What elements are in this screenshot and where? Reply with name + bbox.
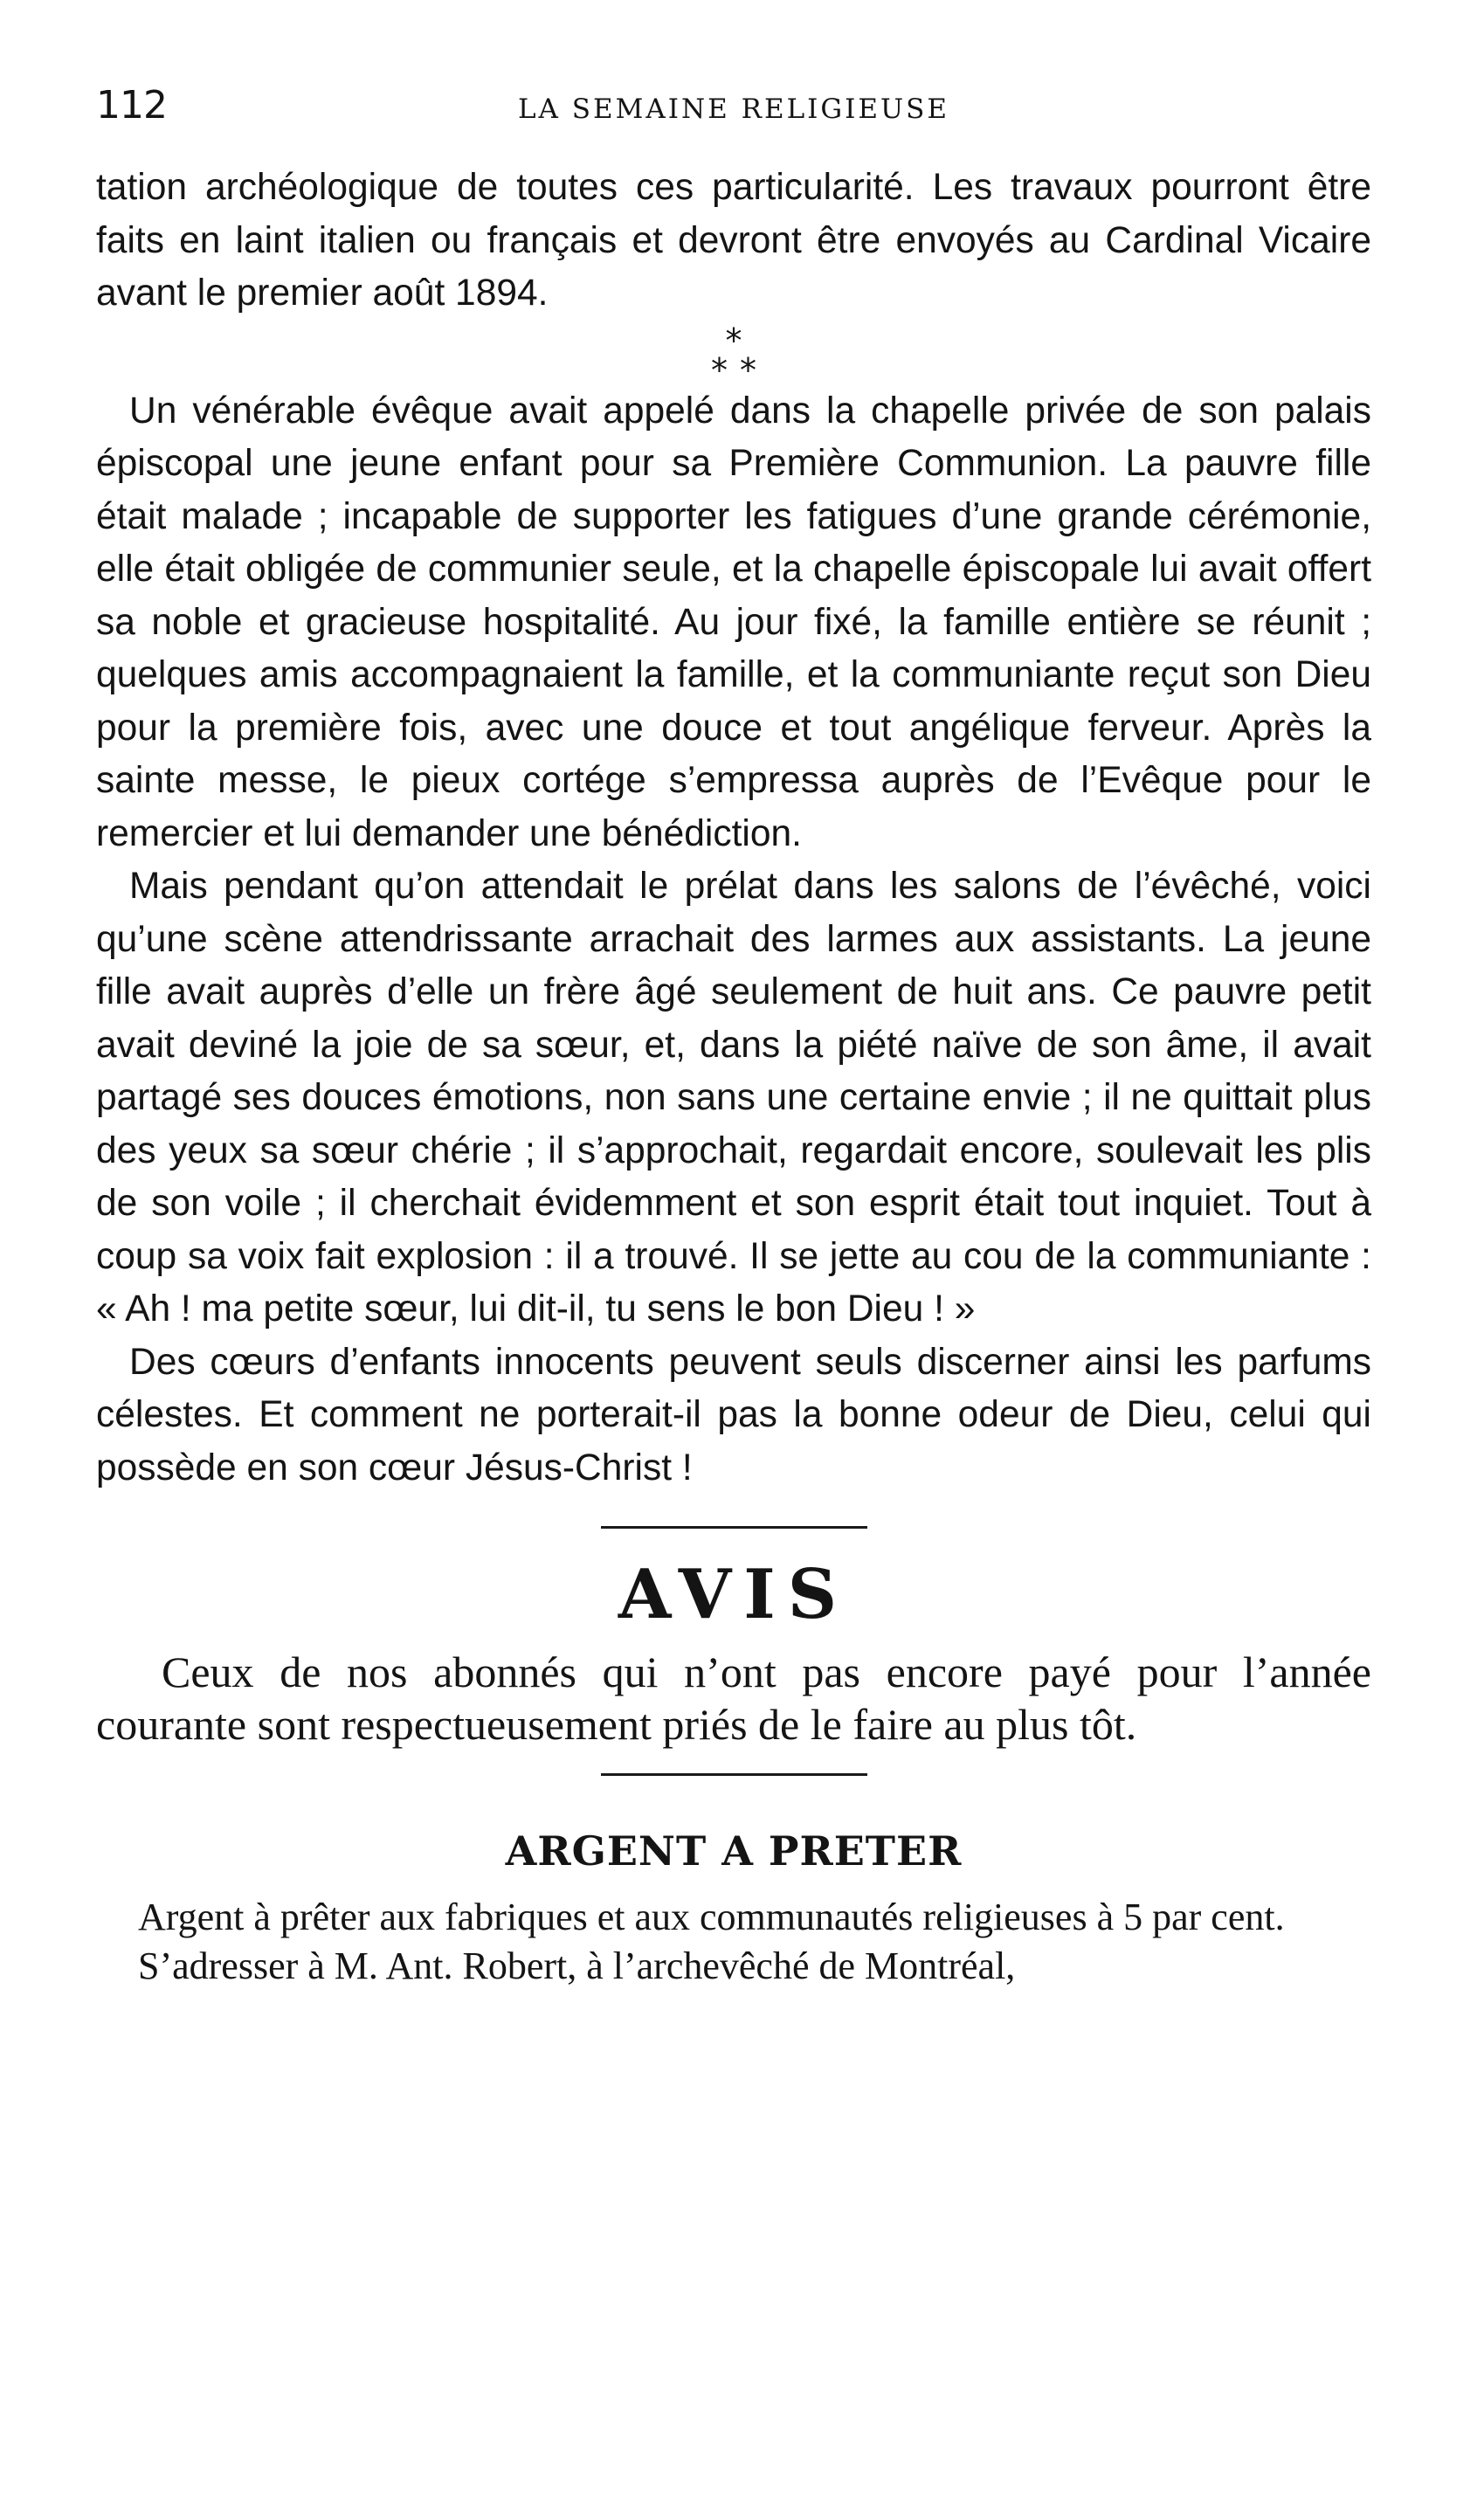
argent-notice: [96, 1893, 1371, 1991]
article-body: [96, 162, 1371, 1495]
running-head: [96, 83, 1371, 162]
page: [96, 83, 1371, 1991]
argent-line: Argent à prêter aux fabriques et aux communautés religieuses à 5 par cent.: [138, 1896, 1285, 1938]
article-paragraph: Un vénérable évêque avait appelé dans la chapelle privée de son palais épiscopal une jeune enfant pour sa Première Communion. La pauvre fille était malade ; incapable de supporter les fatigues d’une grande cérémonie, elle était obligée de communier seule, et la chapelle épiscopale lui avait offert sa noble et gracieuse hospitalité. Au jour fixé, la famille entière se réunit ; quelques amis accompagnaient la famille, et la communiante reçut son Dieu pour la première fois, avec une douce et tout angélique ferveur. Après la sainte messe, le pieux cortége s’empressa auprès de l’Evêque pour le remercier et lui demander une bénédiction.: [96, 390, 1371, 854]
avis-paragraph: Ceux de nos abonnés qui n’ont pas encore payé pour l’année courante sont respectueusement priés de le faire au plus tôt.: [96, 1647, 1371, 1749]
argent-heading: ARGENT A PRETER: [505, 1827, 963, 1875]
section-divider: [601, 1526, 867, 1529]
asterism-separator: [690, 321, 777, 390]
asterism-bottom-stars: **: [711, 350, 769, 390]
article-paragraph: Des cœurs d’enfants innocents peuvent seuls discerner ainsi les parfums célestes. Et comment ne porterait-il pas la bonne odeur de Dieu, celui qui possède en son cœur Jésus-Christ !: [96, 1341, 1371, 1488]
asterism-top-star: *: [725, 321, 742, 360]
avis-notice: [96, 1646, 1371, 1751]
continuation-paragraph: tation archéologique de toutes ces particularité. Les travaux pourront être faits en laint italien ou français et devront être envoyés au Cardinal Vicaire avant le premier août 1894.: [96, 167, 1371, 314]
running-title: LA SEMAINE RELIGIEUSE: [517, 93, 950, 125]
article-paragraph: Mais pendant qu’on attendait le prélat dans les salons de l’évêché, voici qu’une scène attendrissante arrachait des larmes aux assistants. La jeune fille avait auprès d’elle un frère âgé seulement de huit ans. Ce pauvre petit avait deviné la joie de sa sœur, et, dans la piété naïve de son âme, il avait partagé ses douces émotions, non sans une certaine envie ; il ne quittait plus des yeux sa sœur chérie ; il s’approchait, regardait encore, soulevait les plis de son voile ; il cherchait évidemment et son esprit était tout inquiet. Tout à coup sa voix fait explosion : il a trouvé. Il se jette au cou de la communiante : « Ah ! ma petite sœur, lui dit-il, tu sens le bon Dieu ! »: [96, 866, 1371, 1330]
section-divider: [601, 1773, 867, 1776]
argent-contact-line: S’adresser à M. Ant. Robert, à l’archevêché de Montréal,: [138, 1944, 1016, 1987]
avis-heading: AVIS: [618, 1555, 850, 1634]
page-number: 112: [96, 83, 167, 128]
